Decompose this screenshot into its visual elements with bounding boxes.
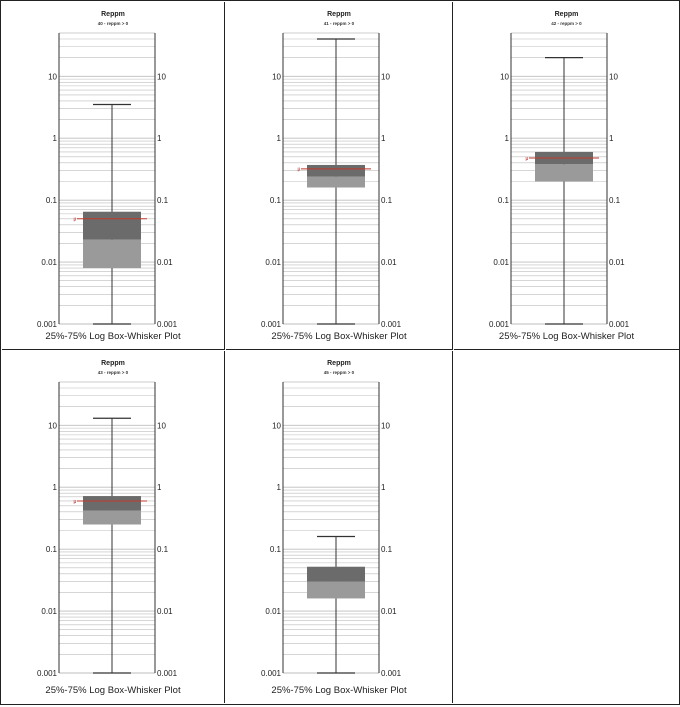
y-tick-label: 0.001 (36, 320, 57, 329)
chart-subtitle: 43 - reppm > 0 (97, 370, 129, 375)
y-tick-label: 0.1 (269, 196, 281, 206)
y-tick-label: 10 (272, 72, 281, 82)
y-tick-label: 10 (500, 72, 509, 82)
y-tick-label: 0.1 (497, 196, 509, 206)
box-lower (307, 582, 365, 599)
y-tick-label: 0.1 (45, 545, 57, 555)
y-tick-label: 0.01 (493, 258, 509, 268)
y-tick-label: 0.01 (41, 607, 57, 617)
y-tick-label-right: 0.001 (381, 320, 402, 329)
box-upper (83, 496, 141, 510)
y-tick-label: 0.01 (265, 607, 281, 617)
y-tick-label-right: 10 (157, 421, 166, 431)
box-upper (307, 567, 365, 582)
box-lower (83, 240, 141, 268)
y-tick-label: 0.001 (260, 669, 281, 678)
chart-panel (226, 2, 453, 350)
y-tick-label-right: 10 (381, 72, 390, 82)
box-lower (83, 511, 141, 525)
y-tick-label-right: 0.01 (381, 258, 397, 268)
chart-footer: 25%-75% Log Box-Whisker Plot (498, 331, 635, 342)
y-tick-label: 10 (272, 421, 281, 431)
y-tick-label-right: 0.1 (609, 196, 621, 206)
y-tick-label: 0.001 (260, 320, 281, 329)
chart-subtitle: 40 - reppm > 0 (97, 21, 129, 26)
y-tick-label: 10 (48, 72, 57, 82)
plot-area (2, 351, 225, 703)
y-tick-label-right: 0.1 (381, 545, 393, 555)
chart-subtitle: 42 - reppm > 0 (551, 21, 582, 26)
mean-label: μ (73, 216, 77, 223)
y-tick-label-right: 0.001 (381, 669, 402, 678)
y-tick-label: 1 (276, 134, 281, 144)
y-tick-label: 1 (52, 483, 57, 493)
chart-footer: 25%-75% Log Box-Whisker Plot (271, 685, 407, 696)
y-tick-label-right: 10 (609, 72, 618, 82)
chart-footer: 25%-75% Log Box-Whisker Plot (271, 331, 407, 342)
box-upper (307, 165, 365, 177)
mean-label: μ (73, 498, 77, 505)
chart-title: Reppm (101, 11, 125, 18)
chart-panel (454, 2, 679, 350)
chart-title: Reppm (554, 11, 579, 18)
plot-area (454, 2, 679, 350)
chart-title: Reppm (327, 11, 351, 18)
y-tick-label: 1 (52, 134, 57, 144)
y-tick-label-right: 1 (381, 134, 386, 144)
mean-label: μ (297, 166, 301, 173)
box-upper (83, 212, 141, 240)
chart-panel (226, 351, 453, 703)
plot-area (2, 2, 225, 350)
box-lower (307, 177, 365, 188)
y-tick-label-right: 10 (157, 72, 166, 82)
y-tick-label-right: 0.1 (381, 196, 393, 206)
chart-footer: 25%-75% Log Box-Whisker Plot (45, 331, 181, 342)
y-tick-label: 0.001 (36, 669, 57, 678)
y-tick-label-right: 10 (381, 421, 390, 431)
y-tick-label: 0.1 (45, 196, 57, 206)
y-tick-label-right: 0.01 (381, 607, 397, 617)
mean-label: μ (525, 155, 529, 162)
chart-panel (2, 2, 225, 350)
y-tick-label: 1 (504, 134, 509, 144)
y-tick-label-right: 0.001 (157, 320, 178, 329)
y-tick-label-right: 1 (157, 483, 162, 493)
y-tick-label-right: 0.001 (609, 320, 630, 329)
y-tick-label-right: 1 (381, 483, 386, 493)
box-lower (535, 164, 593, 181)
y-tick-label: 0.1 (269, 545, 281, 555)
plot-area (226, 351, 453, 703)
y-tick-label-right: 1 (609, 134, 614, 144)
y-tick-label-right: 0.1 (157, 545, 169, 555)
y-tick-label-right: 0.01 (157, 607, 173, 617)
y-tick-label: 1 (276, 483, 281, 493)
chart-panel (2, 351, 225, 703)
chart-subtitle: 45 - reppm > 0 (323, 370, 355, 375)
chart-footer: 25%-75% Log Box-Whisker Plot (45, 685, 181, 696)
y-tick-label: 0.01 (265, 258, 281, 268)
chart-subtitle: 41 - reppm > 0 (323, 21, 355, 26)
chart-title: Reppm (327, 360, 351, 367)
plot-area (226, 2, 453, 350)
y-tick-label-right: 0.01 (157, 258, 173, 268)
y-tick-label: 0.01 (41, 258, 57, 268)
y-tick-label: 0.001 (488, 320, 509, 329)
y-tick-label-right: 0.1 (157, 196, 169, 206)
y-tick-label-right: 1 (157, 134, 162, 144)
y-tick-label-right: 0.01 (609, 258, 625, 268)
chart-title: Reppm (101, 360, 125, 367)
y-tick-label-right: 0.001 (157, 669, 178, 678)
y-tick-label: 10 (48, 421, 57, 431)
